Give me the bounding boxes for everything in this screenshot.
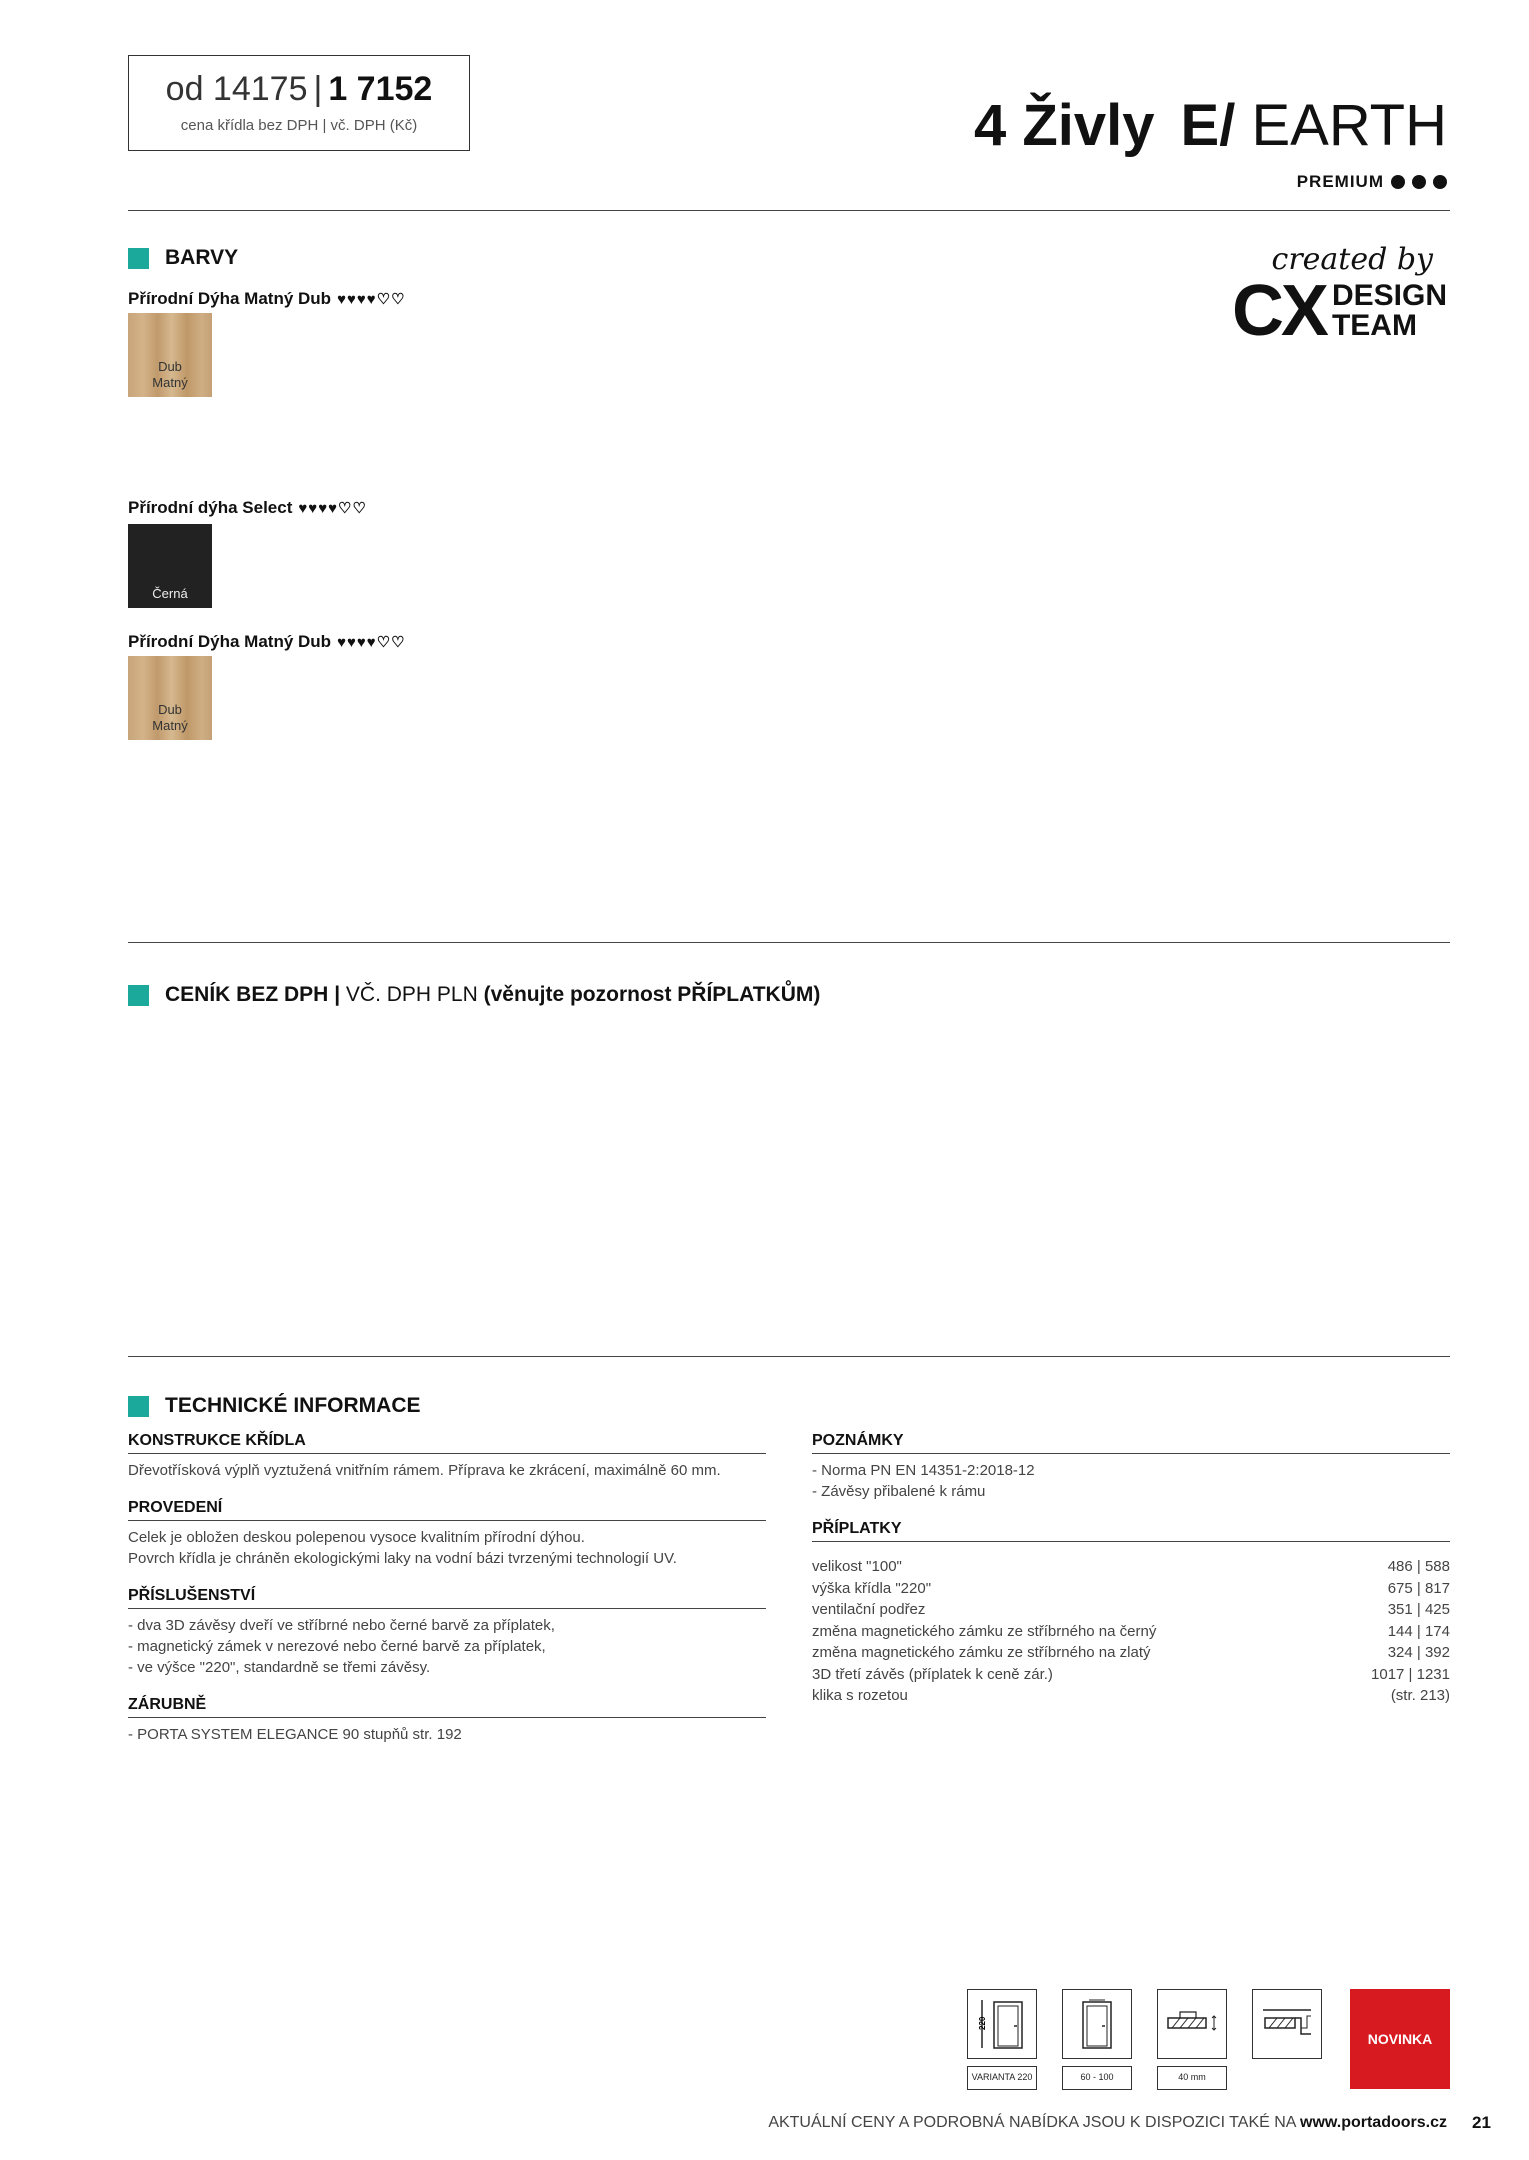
cx-design-logo [1231,242,1447,351]
notes-line: - Závěsy přibalené k rámu [812,1483,986,1500]
spec-line: - ve výšce "220", standardně se třemi závěsy. [128,1659,431,1676]
material-name: Přírodní Dýha Matný Dub [128,289,332,308]
colors-title-text: BARVY [165,246,239,269]
spec-line: Povrch křídla je chráněn ekologickými laky na vodní bázi tvrzenými technologií UV. [128,1550,677,1567]
logo-cx: CX [1231,271,1326,351]
page-number: 21 [1472,2113,1491,2132]
surcharge-name: změna magnetického zámku ze stříbrného na černý [812,1622,1157,1640]
spec-heading: ZÁRUBNĚ [128,1696,766,1718]
door-thickness-icon [1157,1989,1227,2059]
width-caption: 60 - 100 [1062,2066,1132,2090]
divider [128,1356,1450,1357]
logo-created-by: created by [1271,242,1433,277]
divider [128,210,1450,211]
feature-variant-220 [967,1989,1037,2090]
frame-profile-icon [1252,1989,1322,2059]
surcharges-block [812,1520,1450,1707]
surcharge-row [812,1642,1450,1664]
series-name: 4 Živly [973,93,1155,158]
premium-dot-icon [1433,175,1447,189]
pricing-title-normal: VČ. DPH PLN [345,983,484,1006]
swatch-oak[interactable] [128,313,212,397]
surcharge-name: změna magnetického zámku ze stříbrného na zlatý [812,1644,1151,1661]
premium-label: PREMIUM [1296,172,1384,191]
material-label [128,632,406,652]
thickness-caption: 40 mm [1157,2066,1227,2090]
surcharge-row [812,1685,1450,1707]
surcharges-heading: PŘÍPLATKY [812,1520,1450,1542]
swatch-label: Dub [158,359,182,374]
footer-info: AKTUÁLNÍ CENY A PODROBNÁ NABÍDKA JSOU K DISPOZICI TAKÉ NA [768,2114,1301,2131]
spec-text: Dřevotřísková výplň vyztužená vnitřním rámem. Příprava ke zkrácení, maximálně 60 mm. [128,1462,721,1479]
surcharge-name: ventilační podřez [812,1601,926,1618]
notes-line: - Norma PN EN 14351-2:2018-12 [812,1462,1035,1479]
footer-link[interactable]: www.portadoors.cz [1300,2114,1447,2131]
surcharge-value: 351 | 425 [1387,1601,1450,1618]
spec-text [128,1615,766,1678]
product-name: EARTH [1251,93,1447,158]
premium-dot-icon [1391,175,1405,189]
pricing-title-bold: CENÍK BEZ DPH [165,983,329,1006]
section-square-icon [128,985,149,1006]
price-line: od 14175 | 1 7152 [165,70,433,108]
surcharge-name: výška křídla "220" [812,1579,932,1597]
surcharge-row [812,1664,1450,1686]
logo-design: DESIGN [1331,279,1447,312]
swatch-label: Dub [158,702,182,717]
pricing-title-sep: | [328,983,346,1006]
swatch-black[interactable] [128,524,212,608]
price-bold: 1 7152 [328,70,433,108]
divider [128,942,1450,943]
notes-text [812,1460,1450,1502]
series-letter: E/ [1180,93,1236,158]
surcharge-row [812,1578,1450,1600]
feature-thickness [1157,1989,1227,2090]
tech-left-column [128,1432,766,1763]
spec-block [128,1499,766,1569]
swatch-label: Matný [152,375,188,390]
section-square-icon [128,248,149,269]
surcharge-name: klika s rozetou [812,1687,908,1704]
spec-text [128,1527,766,1569]
surcharge-value: 1017 | 1231 [1371,1665,1450,1683]
notes-heading: POZNÁMKY [812,1432,1450,1454]
product-title [974,92,1447,159]
tech-right-column [812,1432,1450,1725]
hearts-rating-icon: ♥♥♥♥♡♡ [298,500,367,517]
price-box [128,55,470,151]
colors-section-title [128,246,238,270]
spec-line: - dva 3D závěsy dveří ve stříbrné nebo černé barvě za příplatek, [128,1617,555,1634]
door-width-icon [1062,1989,1132,2059]
premium-badge [1297,172,1447,192]
feature-width [1062,1989,1132,2090]
surcharge-name: velikost "100" [812,1558,902,1575]
notes-block [812,1432,1450,1502]
surcharge-value: 144 | 174 [1387,1622,1450,1640]
variant-caption: VARIANTA 220 [967,2066,1037,2090]
spec-block [128,1432,766,1481]
spec-heading: PŘÍSLUŠENSTVÍ [128,1587,766,1609]
section-square-icon [128,1396,149,1417]
surcharges-table [812,1556,1450,1707]
material-label [128,289,406,309]
tech-section-title [128,1394,421,1418]
surcharge-value: 324 | 392 [1387,1644,1450,1661]
premium-dot-icon [1412,175,1426,189]
material-name: Přírodní Dýha Matný Dub [128,632,332,651]
spec-heading: PROVEDENÍ [128,1499,766,1521]
material-name: Přírodní dýha Select [128,498,293,517]
swatch-label: Černá [152,586,188,601]
price-subtitle: cena křídla bez DPH | vč. DPH (Kč) [180,117,418,134]
feature-frame-profile [1252,1989,1322,2059]
surcharge-row [812,1556,1450,1578]
spec-line: Celek je obložen deskou polepenou vysoce kvalitním přírodní dýhou. [128,1529,585,1546]
surcharge-row [812,1621,1450,1643]
spec-line: - magnetický zámek v nerezové nebo černé barvě za příplatek, [128,1638,546,1655]
surcharge-name: 3D třetí závěs (příplatek k ceně zár.) [812,1665,1053,1683]
swatch-oak[interactable] [128,656,212,740]
door-height-icon [967,1989,1037,2059]
novinka-badge: NOVINKA [1350,1989,1450,2089]
pricing-title-note: (věnujte pozornost PŘÍPLATKŮM) [483,983,821,1006]
swatch-label: Matný [152,718,188,733]
logo-team: TEAM [1331,309,1417,342]
spec-block [128,1587,766,1678]
surcharge-value: (str. 213) [1390,1687,1450,1704]
surcharge-row [812,1599,1450,1621]
tech-title-text: TECHNICKÉ INFORMACE [165,1394,421,1417]
height-label: 220 [978,2016,987,2030]
spec-text: - PORTA SYSTEM ELEGANCE 90 stupňů str. 192 [128,1726,462,1743]
surcharge-value: 675 | 817 [1387,1579,1450,1597]
footer-text [768,2114,1447,2132]
spec-heading: KONSTRUKCE KŘÍDLA [128,1432,766,1454]
surcharge-value: 486 | 588 [1387,1558,1450,1575]
hearts-rating-icon: ♥♥♥♥♡♡ [337,634,406,651]
pricing-section-title [128,983,820,1007]
material-label [128,498,367,518]
spec-block [128,1696,766,1745]
price-from: od 14175 [165,70,308,108]
hearts-rating-icon: ♥♥♥♥♡♡ [337,291,406,308]
